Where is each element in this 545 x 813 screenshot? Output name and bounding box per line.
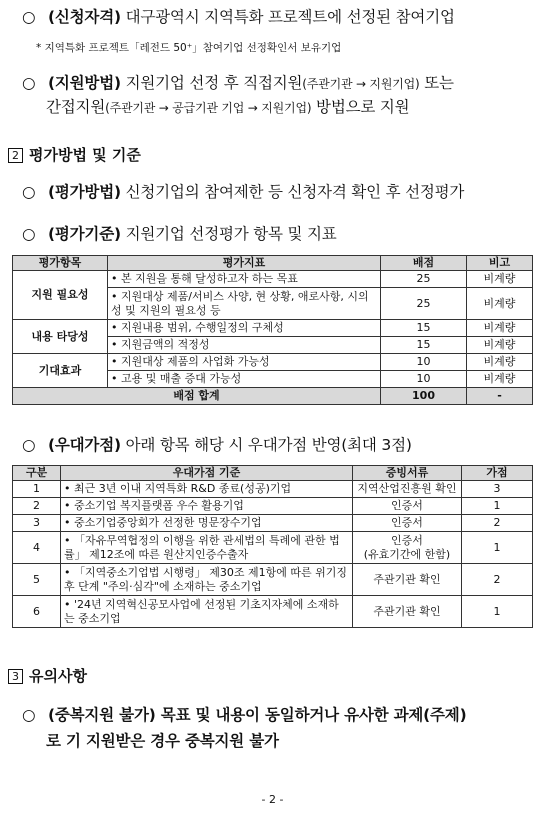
score-cell: 15 bbox=[381, 337, 467, 354]
support-method-end: 방법으로 지원 bbox=[311, 98, 410, 116]
row-number: 6 bbox=[13, 596, 61, 628]
table-row bbox=[13, 271, 533, 288]
support-method-text: 지원기업 선정 후 직접지원 bbox=[120, 74, 303, 92]
score-cell: 10 bbox=[381, 371, 467, 388]
point-cell: 3 bbox=[462, 481, 533, 498]
table-header-row bbox=[13, 256, 533, 271]
indirect-support-flow: (주관기관 → 공급기관 기업 → 지원기업) bbox=[105, 101, 312, 115]
qualification-note: * 지역특화 프로젝트「레전드 50⁺」참여기업 선정확인서 보유기업 bbox=[36, 42, 342, 54]
indicator-cell: • 지원내용 범위, 수행일정의 구체성 bbox=[108, 320, 381, 337]
bonus-text: 아래 항목 해당 시 우대가점 반영(최대 3점) bbox=[120, 436, 412, 454]
indicator-cell: • 지원대상 제품/서비스 사양, 현 상황, 애로사항, 시의성 및 지원의 필요성 등 bbox=[108, 288, 381, 320]
bonus-item bbox=[22, 434, 412, 456]
section-number-box: 3 bbox=[8, 669, 23, 684]
caution-line1 bbox=[22, 704, 466, 726]
doc-cell bbox=[353, 564, 462, 596]
total-score: 100 bbox=[381, 388, 467, 405]
criteria-cell: • 「자유무역협정의 이행을 위한 관세법의 특례에 관한 법률」 제12조에 따른 원산지인증수출자 bbox=[61, 532, 353, 564]
table-row bbox=[13, 515, 533, 532]
row-number: 5 bbox=[13, 564, 61, 596]
criteria-cell: • 중소기업 복지플랫폼 우수 활용기업 bbox=[61, 498, 353, 515]
section-number-box: 2 bbox=[8, 148, 23, 163]
bullet-circle-icon: ○ bbox=[22, 706, 36, 724]
table-header-cell: 우대가점 기준 bbox=[61, 466, 353, 481]
bullet-circle-icon: ○ bbox=[22, 74, 36, 92]
doc-cell bbox=[353, 532, 462, 564]
page-number: - 2 - bbox=[261, 793, 284, 806]
table-header-cell: 증빙서류 bbox=[353, 466, 462, 481]
doc-text: 지역산업진흥원 확인 bbox=[357, 482, 457, 495]
category-cell: 기대효과 bbox=[13, 354, 108, 388]
note-cell: 비계량 bbox=[467, 354, 533, 371]
qualification-item bbox=[22, 6, 455, 28]
point-cell: 2 bbox=[462, 515, 533, 532]
qualification-label: (신청자격) bbox=[48, 8, 121, 26]
eval-method-label: (평가방법) bbox=[48, 183, 121, 201]
score-cell: 15 bbox=[381, 320, 467, 337]
qualification-text: 대구광역시 지역특화 프로젝트에 선정된 참여기업 bbox=[120, 8, 455, 26]
table-header-cell: 구분 bbox=[13, 466, 61, 481]
row-number: 1 bbox=[13, 481, 61, 498]
indirect-support-text: 간접지원 bbox=[46, 98, 106, 116]
point-cell: 1 bbox=[462, 532, 533, 564]
indicator-cell: • 지원금액의 적정성 bbox=[108, 337, 381, 354]
score-cell: 25 bbox=[381, 288, 467, 320]
table-row bbox=[13, 320, 533, 337]
criteria-cell: • '24년 지역혁신공모사업에 선정된 기초지자체에 소재하는 중소기업 bbox=[61, 596, 353, 628]
support-method-or: 또는 bbox=[419, 74, 454, 92]
section-title: 평가방법 및 기준 bbox=[29, 146, 141, 164]
table-header-cell: 평가지표 bbox=[108, 256, 381, 271]
doc-subtext: (유효기간에 한함) bbox=[363, 547, 451, 561]
doc-cell bbox=[353, 481, 462, 498]
total-note: - bbox=[467, 388, 533, 405]
note-cell: 비계량 bbox=[467, 320, 533, 337]
table-row bbox=[13, 564, 533, 596]
bullet-circle-icon: ○ bbox=[22, 436, 36, 454]
table-header-cell: 가점 bbox=[462, 466, 533, 481]
support-method-flow: (주관기관 → 지원기업) bbox=[302, 77, 420, 91]
table-header-cell: 평가항목 bbox=[13, 256, 108, 271]
total-row bbox=[13, 388, 533, 405]
doc-text: 인증서 bbox=[391, 516, 423, 529]
doc-cell bbox=[353, 596, 462, 628]
eval-criteria-text: 지원기업 선정평가 항목 및 지표 bbox=[120, 225, 337, 243]
table-row bbox=[13, 532, 533, 564]
bullet-circle-icon: ○ bbox=[22, 225, 36, 243]
doc-text: 인증서 bbox=[391, 499, 423, 512]
table-row bbox=[13, 481, 533, 498]
caution-line2: 로 기 지원받은 경우 중복지원 불가 bbox=[46, 732, 279, 750]
support-method-line1 bbox=[22, 72, 454, 95]
criteria-cell: • 중소기업중앙회가 선정한 명문장수기업 bbox=[61, 515, 353, 532]
note-cell: 비계량 bbox=[467, 371, 533, 388]
category-cell: 지원 필요성 bbox=[13, 271, 108, 320]
point-cell: 1 bbox=[462, 498, 533, 515]
score-cell: 10 bbox=[381, 354, 467, 371]
indicator-cell: • 지원대상 제품의 사업화 가능성 bbox=[108, 354, 381, 371]
criteria-cell: • 「지역중소기업법 시행령」 제30조 제1항에 따른 위기징후 단계 "주의·심각"에 소재하는 중소기업 bbox=[61, 564, 353, 596]
table-header-row bbox=[13, 466, 533, 481]
bonus-table bbox=[12, 465, 533, 628]
row-number: 3 bbox=[13, 515, 61, 532]
point-cell: 2 bbox=[462, 564, 533, 596]
indicator-cell: • 고용 및 매출 증대 가능성 bbox=[108, 371, 381, 388]
note-cell: 비계량 bbox=[467, 288, 533, 320]
section-title: 유의사항 bbox=[29, 667, 87, 685]
table-header-cell: 배점 bbox=[381, 256, 467, 271]
eval-criteria-item bbox=[22, 223, 337, 245]
eval-method-text: 신청기업의 참여제한 등 신청자격 확인 후 선정평가 bbox=[120, 183, 465, 201]
caution-text: (중복지원 불가) 목표 및 내용이 동일하거나 유사한 과제(주제) bbox=[48, 706, 467, 724]
note-cell: 비계량 bbox=[467, 337, 533, 354]
row-number: 2 bbox=[13, 498, 61, 515]
bullet-circle-icon: ○ bbox=[22, 8, 36, 26]
table-header-cell: 비고 bbox=[467, 256, 533, 271]
eval-method-item bbox=[22, 181, 464, 203]
indicator-cell: • 본 지원을 통해 달성하고자 하는 목표 bbox=[108, 271, 381, 288]
section-heading-caution bbox=[8, 665, 87, 686]
table-row bbox=[13, 596, 533, 628]
doc-cell bbox=[353, 498, 462, 515]
criteria-cell: • 최근 3년 이내 지역특화 R&D 종료(성공)기업 bbox=[61, 481, 353, 498]
bonus-label: (우대가점) bbox=[48, 436, 121, 454]
section-heading-evaluation bbox=[8, 144, 141, 165]
row-number: 4 bbox=[13, 532, 61, 564]
support-method-line2 bbox=[46, 96, 409, 119]
score-cell: 25 bbox=[381, 271, 467, 288]
eval-criteria-label: (평가기준) bbox=[48, 225, 121, 243]
table-row bbox=[13, 354, 533, 371]
point-cell: 1 bbox=[462, 596, 533, 628]
table-row bbox=[13, 498, 533, 515]
total-label: 배점 합계 bbox=[13, 388, 381, 405]
bullet-circle-icon: ○ bbox=[22, 183, 36, 201]
category-cell: 내용 타당성 bbox=[13, 320, 108, 354]
doc-text: 인증서 bbox=[391, 533, 423, 547]
support-method-label: (지원방법) bbox=[48, 74, 121, 92]
doc-text: 주관기관 확인 bbox=[373, 604, 441, 618]
note-cell: 비계량 bbox=[467, 271, 533, 288]
doc-cell bbox=[353, 515, 462, 532]
evaluation-table bbox=[12, 255, 533, 405]
doc-text: 주관기관 확인 bbox=[373, 572, 441, 586]
